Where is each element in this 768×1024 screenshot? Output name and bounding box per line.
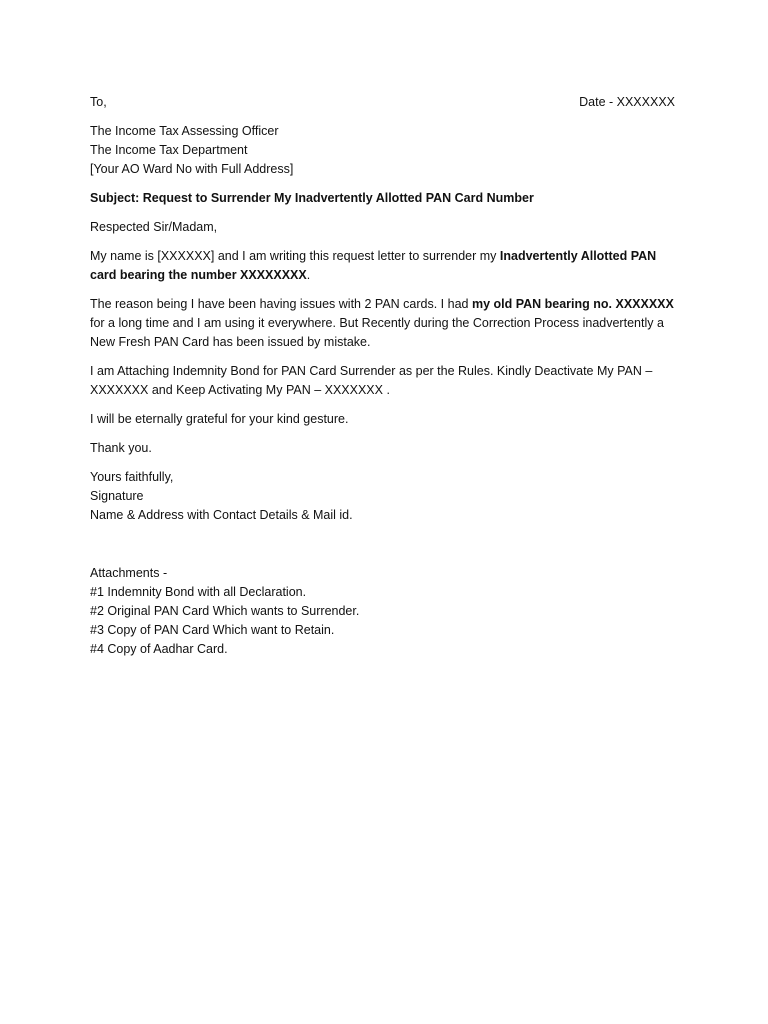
- header-row: [90, 93, 675, 112]
- paragraph-2: [90, 295, 675, 352]
- salutation: Respected Sir/Madam,: [90, 220, 218, 234]
- subject-text: Subject: Request to Surrender My Inadvertently Allotted PAN Card Number: [90, 191, 534, 205]
- attachment-item: #1 Indemnity Bond with all Declaration.: [90, 585, 307, 599]
- attachments-heading: Attachments -: [90, 566, 168, 580]
- attachment-item: #2 Original PAN Card Which wants to Surrender.: [90, 604, 360, 618]
- recipient-line-1: The Income Tax Assessing Officer: [90, 124, 279, 138]
- attachment-item: #3 Copy of PAN Card Which want to Retain.: [90, 623, 335, 637]
- paragraph-4: I will be eternally grateful for your kind gesture.: [90, 412, 349, 426]
- paragraph-1-text-a: My name is [XXXXXX] and I am writing this request letter to surrender my: [90, 249, 500, 263]
- subject-line: [90, 189, 675, 208]
- attachments-block: [90, 564, 675, 659]
- thank-you: Thank you.: [90, 441, 152, 455]
- paragraph-2-bold: my old PAN bearing no. XXXXXXX: [471, 297, 674, 311]
- closing-line-3: Name & Address with Contact Details & Mail id.: [90, 508, 353, 522]
- recipient-line-3: [Your AO Ward No with Full Address]: [90, 162, 294, 176]
- recipient-block: [90, 122, 675, 179]
- paragraph-1: [90, 247, 675, 285]
- paragraph-2-text-b: for a long time and I am using it everywhere. But Recently during the Correction Process inadvertently a New Fresh PAN Card has been issued by mistake.: [90, 316, 664, 349]
- signature-label: Signature: [90, 489, 144, 503]
- closing-block: [90, 468, 675, 525]
- paragraph-2-text-a: The reason being I have been having issues with 2 PAN cards. I had: [90, 297, 472, 311]
- letter-page: [90, 93, 675, 659]
- attachment-item: #4 Copy of Aadhar Card.: [90, 642, 228, 656]
- to-label: To,: [90, 95, 107, 109]
- paragraph-1-text-b: .: [306, 268, 311, 282]
- paragraph-3: I am Attaching Indemnity Bond for PAN Card Surrender as per the Rules. Kindly Deactivate My PAN – XXXXXXX and Keep Activating My PAN – XXXXXXX .: [90, 364, 653, 397]
- date-label: Date - XXXXXXX: [579, 95, 675, 109]
- paragraph-1-bold: Inadvertently Allotted PAN card bearing the number XXXXXXXX: [90, 249, 657, 282]
- recipient-line-2: The Income Tax Department: [90, 143, 248, 157]
- closing-line-1: Yours faithfully,: [90, 470, 174, 484]
